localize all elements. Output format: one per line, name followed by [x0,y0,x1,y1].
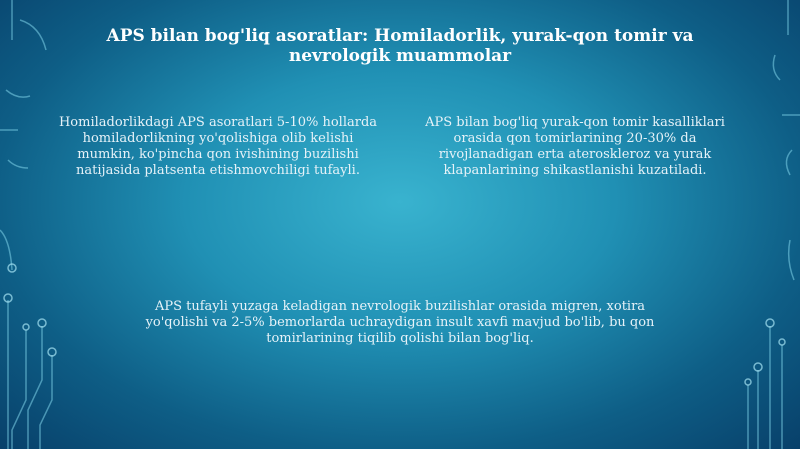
cardiovascular-complications-text: APS bilan bog'liq yurak-qon tomir kasalliklari orasida qon tomirlarining 20-30% da rivojlanadigan erta ateroskleroz va yurak klapanlarining shikastlanishi kuzatiladi. [425,115,725,178]
slide-title: APS bilan bog'liq asoratlar: Homiladorlik, yurak-qon tomir va nevrologik muammolar [106,26,694,66]
neurological-complications-text: APS tufayli yuzaga keladigan nevrologik buzilishlar orasida migren, xotira yo'qolishi va 2-5% bemorlarda uchraydigan insult xavfi mavjud bo'lib, bu qon tomirlarining tiqilib qolishi bilan bog'liq. [145,299,655,346]
pregnancy-complications-text: Homiladorlikdagi APS asoratlari 5-10% hollarda homiladorlikning yo'qolishiga olib kelishi mumkin, ko'pincha qon ivishining buzilishi natijasida platsenta etishmovchiligi tufayli. [58,115,378,178]
